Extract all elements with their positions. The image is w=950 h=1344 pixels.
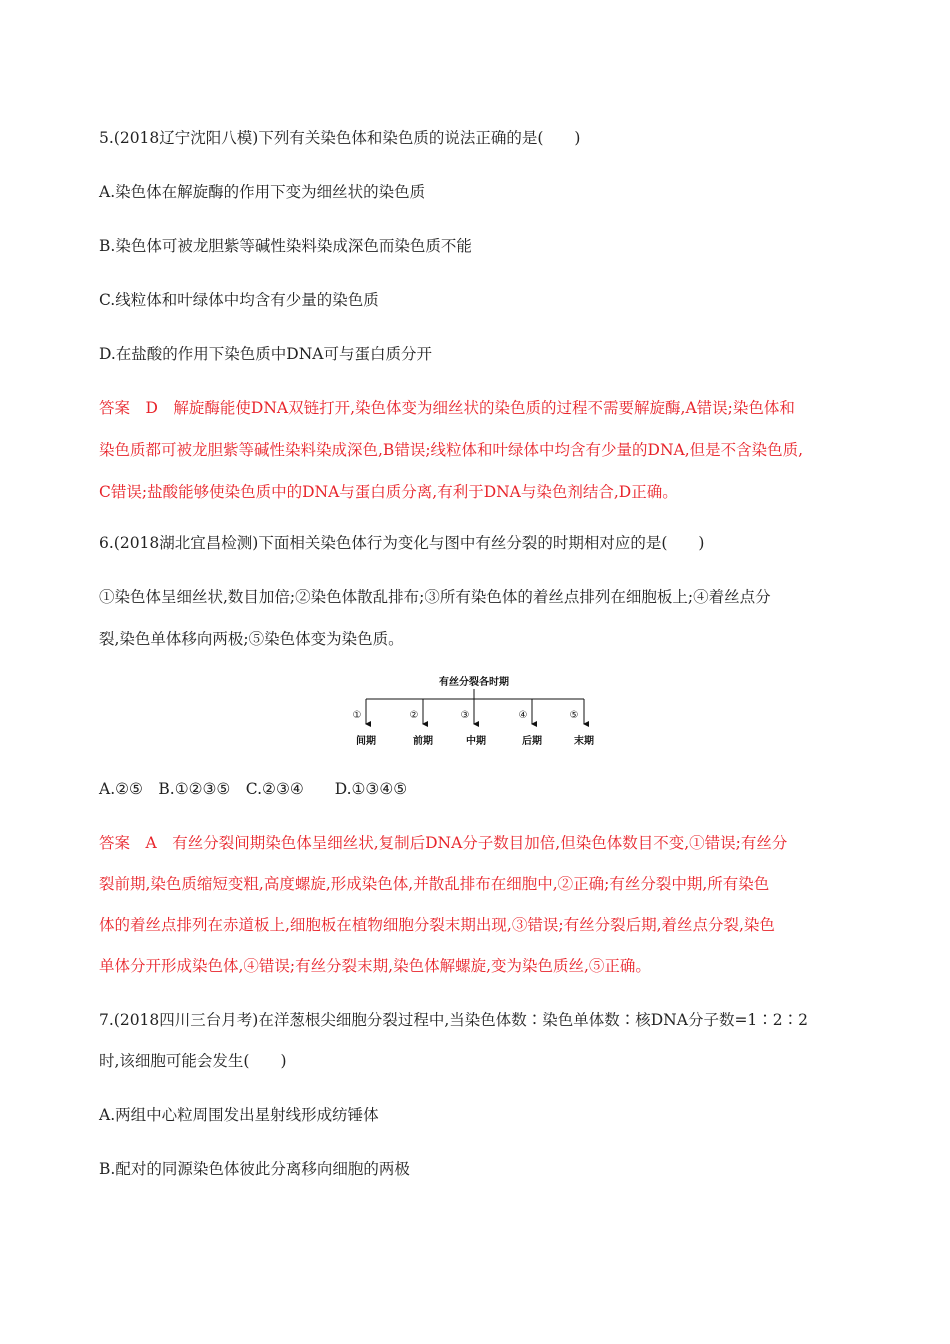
q7-option-a: A.两组中心粒周围发出星射线形成纺锤体 <box>99 1106 379 1124</box>
q6-answer-line-2: 裂前期,染色质缩短变粗,高度螺旋,形成染色体,并散乱排布在细胞中,②正确;有丝分裂中期,所有染色 <box>99 875 770 893</box>
marker-1: ① <box>352 710 362 721</box>
q5-answer-line-3: C错误;盐酸能够使染色质中的DNA与蛋白质分离,有利于DNA与染色剂结合,D正确。 <box>99 483 678 501</box>
q5-answer-line-1: 答案 D 解旋酶能使DNA双链打开,染色体变为细丝状的染色质的过程不需要解旋酶,A错误;染色体和 <box>99 399 795 417</box>
phase-label-5: 末期 <box>574 736 594 747</box>
q5-option-d: D.在盐酸的作用下染色质中DNA可与蛋白质分开 <box>99 345 432 363</box>
q6-answer-line-1: 答案 A 有丝分裂间期染色体呈细丝状,复制后DNA分子数目加倍,但染色体数目不变,①错误;有丝分 <box>99 834 788 852</box>
phase-label-2: 前期 <box>413 736 433 747</box>
marker-5: ⑤ <box>569 710 579 721</box>
q6-statement-line-1: ①染色体呈细丝状,数目加倍;②染色体散乱排布;③所有染色体的着丝点排列在细胞板上;④着丝点分 <box>99 588 771 606</box>
phase-label-1: 间期 <box>356 736 376 747</box>
q7-stem-line-1: 7.(2018四川三台月考)在洋葱根尖细胞分裂过程中,当染色体数∶染色单体数∶核DNA分子数=1∶2∶2 <box>99 1011 809 1029</box>
q7-option-b: B.配对的同源染色体彼此分离移向细胞的两极 <box>99 1160 410 1178</box>
q5-option-c: C.线粒体和叶绿体中均含有少量的染色质 <box>99 291 379 309</box>
diagram-title: 有丝分裂各时期 <box>439 677 509 688</box>
q5-option-b: B.染色体可被龙胆紫等碱性染料染成深色而染色质不能 <box>99 237 472 255</box>
phase-label-3: 中期 <box>466 736 486 747</box>
q6-answer-line-3: 体的着丝点排列在赤道板上,细胞板在植物细胞分裂末期出现,③错误;有丝分裂后期,着丝点分裂,染色 <box>99 916 775 934</box>
q5-option-a: A.染色体在解旋酶的作用下变为细丝状的染色质 <box>99 183 426 201</box>
q6-stem: 6.(2018湖北宜昌检测)下面相关染色体行为变化与图中有丝分裂的时期相对应的是( ) <box>99 534 705 552</box>
phase-label-4: 后期 <box>522 736 542 747</box>
q6-statement-line-2: 裂,染色单体移向两极;⑤染色体变为染色质。 <box>99 630 404 648</box>
marker-2: ② <box>409 710 419 721</box>
q5-answer-line-2: 染色质都可被龙胆紫等碱性染料染成深色,B错误;线粒体和叶绿体中均含有少量的DNA,但是不含染色质, <box>99 441 804 459</box>
marker-3: ③ <box>460 710 470 721</box>
q7-stem-line-2: 时,该细胞可能会发生( ) <box>99 1052 287 1070</box>
q6-answer-line-4: 单体分开形成染色体,④错误;有丝分裂末期,染色体解螺旋,变为染色质丝,⑤正确。 <box>99 957 651 975</box>
mitosis-phase-diagram <box>342 668 612 752</box>
q6-options: A.②⑤ B.①②③⑤ C.②③④ D.①③④⑤ <box>99 780 408 798</box>
q5-stem: 5.(2018辽宁沈阳八模)下列有关染色体和染色质的说法正确的是( ) <box>99 129 581 147</box>
marker-4: ④ <box>518 710 528 721</box>
